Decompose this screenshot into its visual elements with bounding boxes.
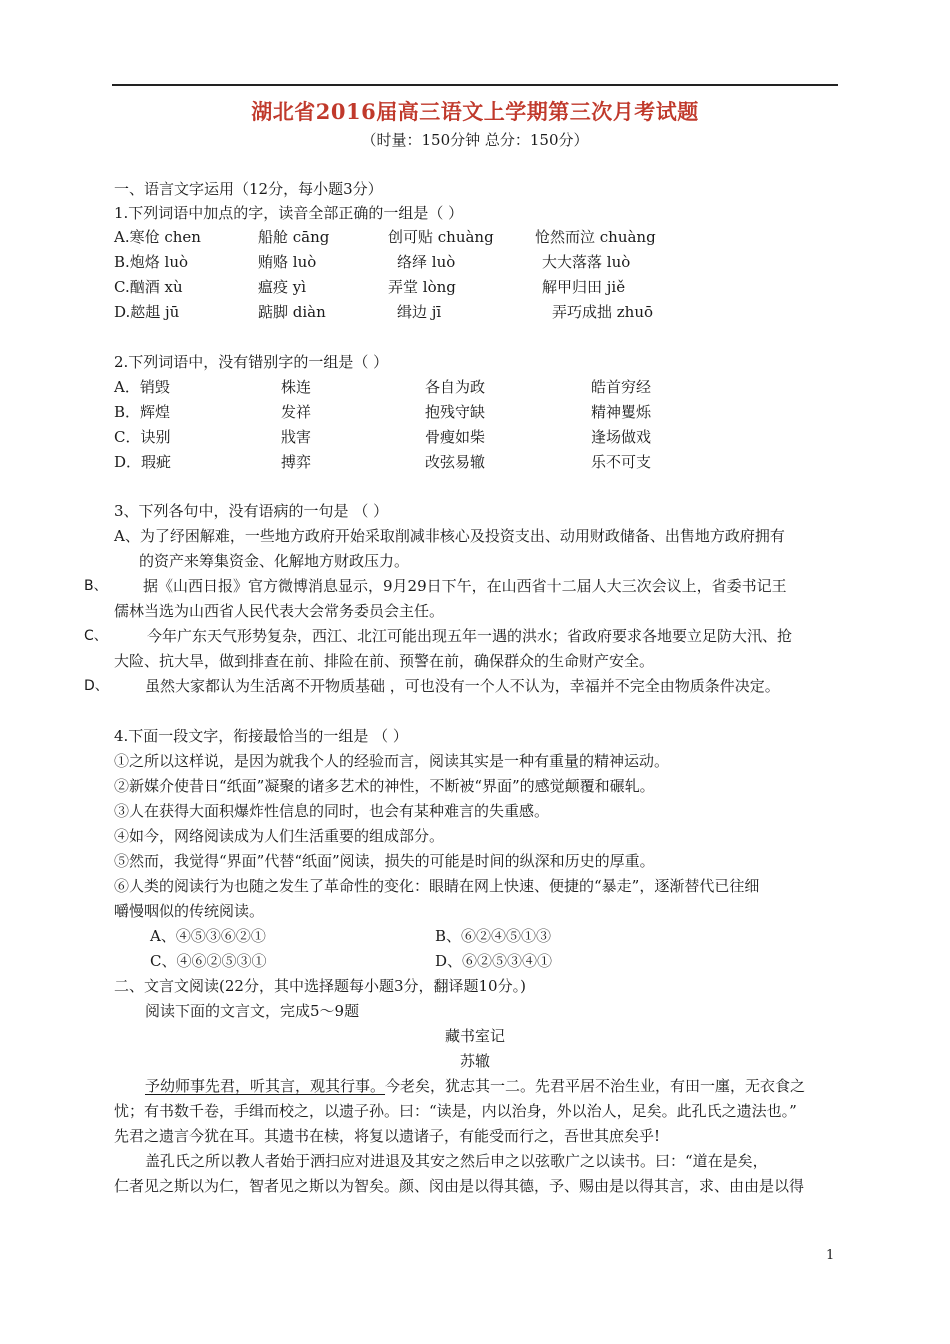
q2-option-c-4: 逢场做戏 [591, 428, 652, 446]
q4-sentence-4: ④如今，网络阅读成为人们生活重要的组成部分。 [114, 827, 445, 845]
section1-heading: 一、语言文字运用（12分，每小题3分） [114, 180, 383, 198]
q1-option-c-1: C.酗酒 xù [114, 278, 183, 296]
q1-option-d-3: 缉边 jī [397, 303, 442, 321]
q3-option-d-mark: D、 [84, 678, 109, 694]
q3-stem: 3、下列各句中，没有语病的一句是 （ ） [114, 502, 389, 520]
underlined-sentence: 予幼师事先君，听其言，观其行事。 [145, 1077, 386, 1095]
q1-option-a-2: 船舱 cāng [258, 228, 330, 246]
section2-intro: 阅读下面的文言文，完成5～9题 [145, 1002, 360, 1020]
q1-option-c-4: 解甲归田 jiě [542, 278, 626, 296]
q3-option-c-cont: 大险、抗大旱，做到排查在前、排险在前、预警在前，确保群众的生命财产安全。 [114, 652, 655, 670]
q2-option-c-1: C．诀别 [114, 428, 171, 446]
page-title: 湖北省2016届高三语文上学期第三次月考试题 [251, 99, 699, 124]
q2-option-d-3: 改弦易辙 [425, 453, 486, 471]
q4-option-a: A、④⑤③⑥②① [150, 927, 266, 945]
section2-heading: 二、文言文阅读(22分，其中选择题每小题3分，翻译题10分。) [114, 977, 526, 995]
passage-paragraph-1 [145, 1075, 805, 1097]
q1-option-d-4: 弄巧成拙 zhuō [552, 303, 654, 321]
q4-stem: 4.下面一段文字，衔接最恰当的一组是 （ ） [114, 727, 408, 745]
q2-stem: 2.下列词语中，没有错别字的一组是（ ） [114, 353, 389, 371]
q2-option-a-1: A．销毁 [114, 378, 170, 396]
q2-option-d-2: 搏弈 [281, 453, 312, 471]
q1-option-b-3: 络绎 luò [397, 253, 456, 271]
header-rule [112, 84, 838, 86]
q2-option-b-2: 发祥 [281, 403, 312, 421]
q1-stem: 1.下列词语中加点的字，读音全部正确的一组是（ ） [114, 204, 464, 222]
q2-option-b-4: 精神矍烁 [591, 403, 652, 421]
q2-option-a-2: 株连 [281, 378, 312, 396]
passage-text: 今老矣，犹志其一二。先君平居不治生业，有田一廛，无衣食之 [385, 1077, 806, 1095]
q2-option-a-3: 各自为政 [425, 378, 486, 396]
q3-option-b-mark: B、 [84, 578, 108, 594]
q3-option-c-mark: C、 [84, 628, 108, 644]
q1-option-b-2: 贿赂 luò [258, 253, 317, 271]
q1-option-a-4: 怆然而泣 chuàng [535, 228, 656, 246]
q1-option-c-2: 瘟疫 yì [258, 278, 307, 296]
q2-option-b-1: B．辉煌 [114, 403, 171, 421]
passage-line: 仁者见之斯以为仁，智者见之斯以为智矣。颜、闵由是以得其德，予、赐由是以得其言，求、由由是以得 [114, 1177, 805, 1195]
passage-line: 忧；有书数千卷，手缉而校之，以遗子孙。曰：“读是，内以治身，外以治人，足矣。此孔氏之遗法也。” [114, 1102, 797, 1120]
q2-option-d-4: 乐不可支 [591, 453, 652, 471]
q4-sentence-6-cont: 嚼慢咽似的传统阅读。 [114, 902, 265, 920]
passage-author: 苏辙 [459, 1052, 490, 1070]
q2-option-c-3: 骨瘦如柴 [425, 428, 486, 446]
q2-option-b-3: 抱残守缺 [425, 403, 486, 421]
q3-option-b: 据《山西日报》官方微博消息显示，9月29日下午，在山西省十二届人大三次会议上，省委书记王 [143, 577, 787, 595]
q4-sentence-5: ⑤然而，我觉得“界面”代替“纸面”阅读，损失的可能是时间的纵深和历史的厚重。 [114, 852, 655, 870]
q3-option-a-cont: 的资产来筹集资金、化解地方财政压力。 [139, 552, 410, 570]
q4-sentence-6: ⑥人类的阅读行为也随之发生了革命性的变化：眼睛在网上快速、便捷的“暴走”，逐渐替代已往细 [114, 877, 760, 895]
page-number: 1 [826, 1248, 835, 1263]
q3-option-d: 虽然大家都认为生活离不开物质基础 ，可也没有一个人不认为，幸福并不完全由物质条件决定。 [145, 677, 780, 695]
passage-paragraph-2: 盖孔氏之所以教人者始于洒扫应对进退及其安之然后申之以弦歌广之以读书。曰：“道在是矣， [145, 1152, 768, 1170]
q2-option-c-2: 戕害 [281, 428, 312, 446]
q2-option-d-1: D．瑕疵 [114, 453, 172, 471]
q4-sentence-2: ②新媒介使昔日“纸面”凝聚的诸多艺术的神性，不断被“界面”的感觉颠覆和碾轧。 [114, 777, 655, 795]
passage-line: 先君之遗言今犹在耳。其遗书在椟，将复以遗诸子，有能受而行之，吾世其庶矣乎! [114, 1127, 661, 1145]
q3-option-c: 今年广东天气形势复杂，西江、北江可能出现五年一遇的洪水；省政府要求各地要立足防大汛、抢 [147, 627, 793, 645]
q4-sentence-3: ③人在获得大面积爆炸性信息的同时，也会有某种难言的失重感。 [114, 802, 550, 820]
q4-option-b: B、⑥②④⑤①③ [435, 927, 552, 945]
exam-info: （时量：150分钟 总分：150分） [361, 131, 589, 149]
q3-option-b-cont: 儒林当选为山西省人民代表大会常务委员会主任。 [114, 602, 445, 620]
q1-option-b-4: 大大落落 luò [542, 253, 631, 271]
q1-option-a-3: 创可贴 chuàng [388, 228, 494, 246]
q1-option-d-2: 踮脚 diàn [258, 303, 326, 321]
q4-option-d: D、⑥②⑤③④① [435, 952, 553, 970]
q3-option-a: A、为了纾困解难，一些地方政府开始采取削减非核心及投资支出、动用财政储备、出售地方政府拥有 [114, 527, 785, 545]
q4-option-c: C、④⑥②⑤③① [150, 952, 267, 970]
passage-title: 藏书室记 [444, 1027, 505, 1045]
q1-option-a-1: A.寒伧 chen [114, 228, 201, 246]
q4-sentence-1: ①之所以这样说，是因为就我个人的经验而言，阅读其实是一种有重量的精神运动。 [114, 752, 670, 770]
q2-option-a-4: 皓首穷经 [591, 378, 652, 396]
q1-option-b-1: B.炮烙 luò [114, 253, 189, 271]
q1-option-d-1: D.趑趄 jū [114, 303, 180, 321]
q1-option-c-3: 弄堂 lòng [388, 278, 456, 296]
